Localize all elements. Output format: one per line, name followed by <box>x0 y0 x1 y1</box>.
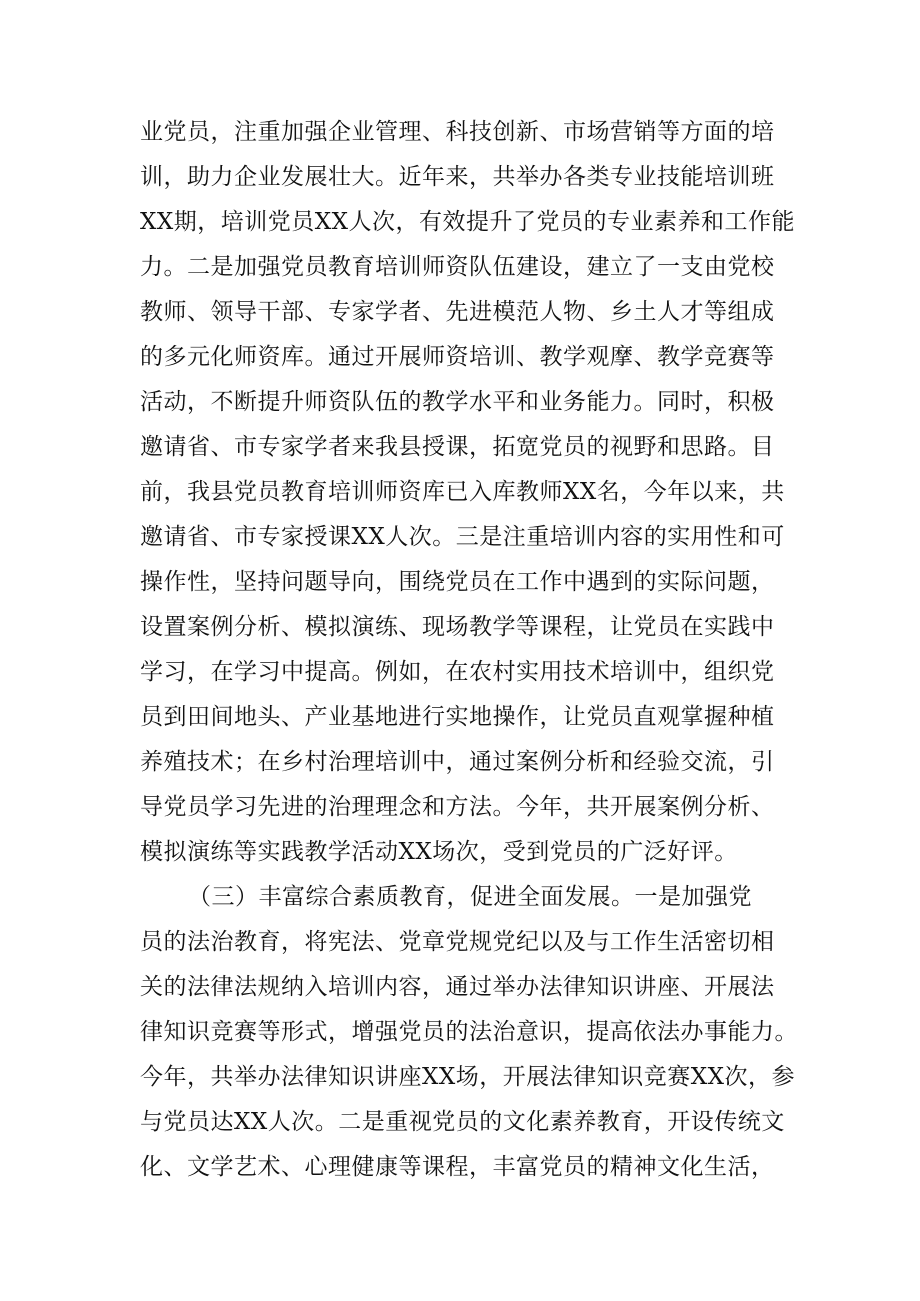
section-heading-line: （三）丰富综合素质教育，促进全面发展。一是加强党 <box>188 884 752 910</box>
text-line: 前，我县党员教育培训师资库已入库教师XX名，今年以来，共 <box>140 479 785 505</box>
text-line: 与党员达XX人次。二是重视党员的文化素养教育，开设传统文 <box>140 1109 785 1135</box>
text-line: 模拟演练等实践教学活动XX场次，受到党员的广泛好评。 <box>140 839 738 865</box>
text-line: 业党员，注重加强企业管理、科技创新、市场营销等方面的培 <box>140 119 775 145</box>
text-line: 训，助力企业发展壮大。近年来，共举办各类专业技能培训班 <box>140 164 775 190</box>
text-line: 关的法律法规纳入培训内容，通过举办法律知识讲座、开展法 <box>140 974 775 1000</box>
text-line: 化、文学艺术、心理健康等课程，丰富党员的精神文化生活， <box>140 1154 775 1180</box>
text-line: 养殖技术；在乡村治理培训中，通过案例分析和经验交流，引 <box>140 749 775 775</box>
text-line: 活动，不断提升师资队伍的教学水平和业务能力。同时，积极 <box>140 389 775 415</box>
text-line: 力。二是加强党员教育培训师资队伍建设，建立了一支由党校 <box>140 254 775 280</box>
text-line: 学习，在学习中提高。例如，在农村实用技术培训中，组织党 <box>140 659 775 685</box>
text-line: 律知识竞赛等形式，增强党员的法治意识，提高依法办事能力。 <box>140 1019 798 1045</box>
text-line: 员的法治教育，将宪法、党章党规党纪以及与工作生活密切相 <box>140 929 775 955</box>
text-line: 操作性，坚持问题导向，围绕党员在工作中遇到的实际问题， <box>140 569 775 595</box>
text-line: 的多元化师资库。通过开展师资培训、教学观摩、教学竞赛等 <box>140 344 775 370</box>
text-line: 今年，共举办法律知识讲座XX场，开展法律知识竞赛XX次，参 <box>140 1064 795 1090</box>
text-line: 教师、领导干部、专家学者、先进模范人物、乡土人才等组成 <box>140 299 775 325</box>
text-line: 员到田间地头、产业基地进行实地操作，让党员直观掌握种植 <box>140 704 775 730</box>
text-line: 邀请省、市专家学者来我县授课，拓宽党员的视野和思路。目 <box>140 434 775 460</box>
text-line: 导党员学习先进的治理理念和方法。今年，共开展案例分析、 <box>140 794 775 820</box>
text-line: 邀请省、市专家授课XX人次。三是注重培训内容的实用性和可 <box>140 524 785 550</box>
text-line: 设置案例分析、模拟演练、现场教学等课程，让党员在实践中 <box>140 614 775 640</box>
text-line: XX期，培训党员XX人次，有效提升了党员的专业素养和工作能 <box>140 209 795 235</box>
